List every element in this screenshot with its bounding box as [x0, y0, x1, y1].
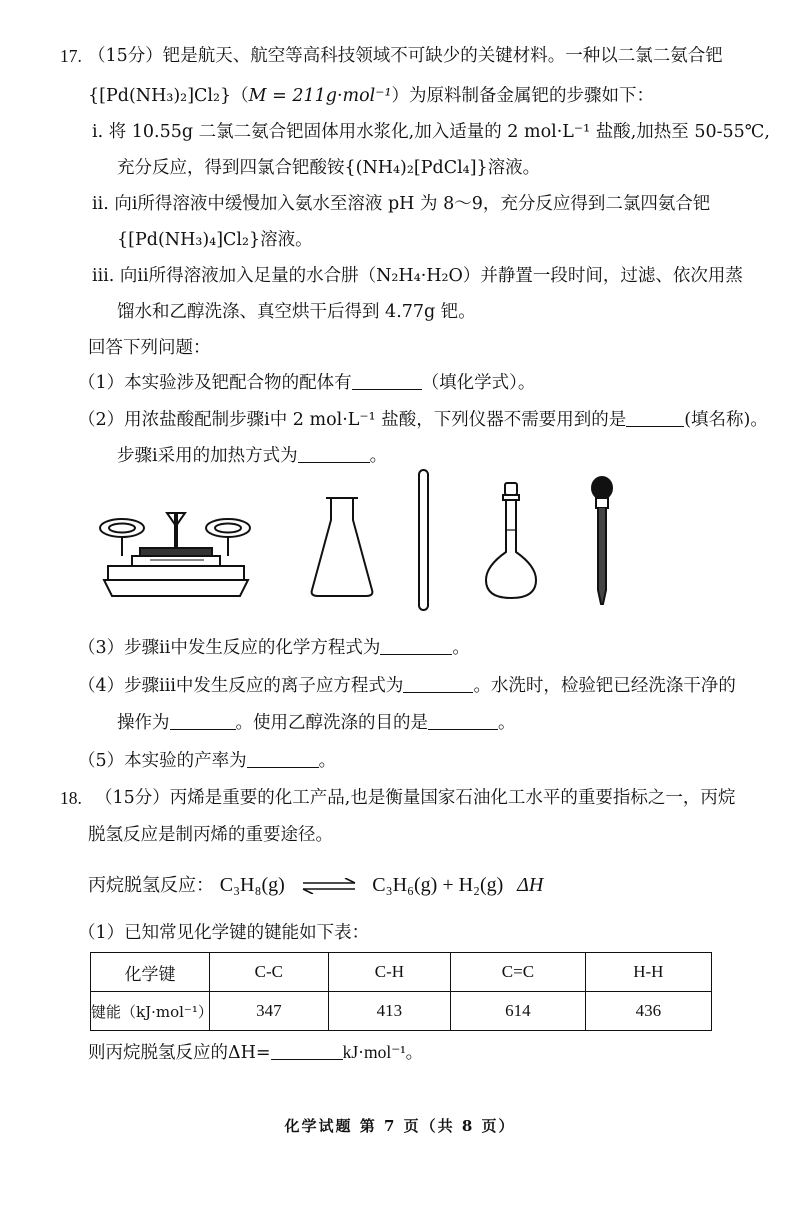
step-3-line-b: 馏水和乙醇洗涤、真空烘干后得到 4.77g 钯。 — [117, 302, 476, 322]
bond-energy-table — [90, 952, 712, 1031]
question-18-line-1: （15分）丙烯是重要的化工产品,也是衡量国家石油化工水平的重要指标之一，丙烷 — [95, 788, 736, 808]
apparatus-illustrations — [0, 455, 800, 615]
step-1-line-a: ⅰ. 将 10.55g 二氯二氨合钯固体用水浆化,加入适量的 2 mol·L⁻¹ 盐酸,加热至 50-55℃, — [92, 122, 770, 142]
sub-4-tail: 。水洗时，检验钯已经洗涤干净的 — [473, 676, 736, 696]
sub-question-3 — [78, 640, 470, 658]
table-header-row — [91, 953, 712, 992]
table-header-cell: C=C — [451, 953, 586, 992]
answer-blank[interactable] — [170, 715, 236, 730]
dropper-illustration — [592, 477, 612, 604]
sub-2-text: （2）用浓盐酸配制步骤ⅰ中 2 mol·L⁻¹ 盐酸，下列仪器不需要用到的是 — [78, 410, 627, 430]
table-cell: 436 — [585, 992, 711, 1031]
question-18-sub-1: （1）已知常见化学键的键能如下表： — [78, 923, 370, 943]
table-header-cell: C-C — [210, 953, 329, 992]
sub-3-text: （3）步骤ⅱ中发生反应的化学方程式为 — [78, 638, 381, 658]
line-2-post: ）为原料制备金属钯的步骤如下： — [391, 86, 655, 106]
step-3-line-a: ⅲ. 向ⅱ所得溶液加入足量的水合肼（N₂H₄·H₂O）并静置一段时间，过滤、依次用蒸 — [92, 266, 743, 286]
sub-5-tail: 。 — [318, 751, 337, 771]
delta-h: ΔH — [517, 874, 544, 896]
answer-prompt: 回答下列问题： — [88, 338, 211, 358]
question-17-line-1: （15分）钯是航天、航空等高科技领域不可缺少的关键材料。一种以二氯二氨合钯 — [88, 46, 723, 66]
sub-3-tail: 。 — [452, 638, 470, 658]
delta-h-answer-line — [88, 1044, 423, 1063]
result-unit: kJ·mol⁻¹。 — [342, 1042, 424, 1062]
sub-4b-tail: 。 — [498, 713, 516, 733]
sub-4b-text: 操作为 — [117, 713, 170, 733]
sub-4b-mid: 。使用乙醇洗涤的目的是 — [235, 713, 428, 733]
step-2-line-a: ⅱ. 向ⅰ所得溶液中缓慢加入氨水至溶液 pH 为 8～9，充分反应得到二氯四氨合钯 — [92, 194, 711, 214]
table-cell: 614 — [451, 992, 586, 1031]
reactant: C₃H₈(g) — [219, 874, 285, 896]
sub-1-tail: （填化学式）。 — [421, 373, 536, 393]
conical-flask-illustration — [312, 498, 373, 596]
table-row-label: 键能（kJ·mol⁻¹） — [91, 992, 210, 1031]
reaction-label: 丙烷脱氢反应： — [88, 875, 214, 896]
answer-blank[interactable] — [428, 715, 498, 730]
sub-5-text: （5）本实验的产率为 — [78, 751, 247, 771]
step-2-line-b: {[Pd(NH₃)₄]Cl₂}溶液。 — [117, 230, 313, 250]
sub-question-2 — [78, 412, 768, 430]
table-header-cell: 化学键 — [91, 953, 210, 992]
equilibrium-arrow-icon — [301, 878, 357, 894]
question-17-number: 17. — [60, 46, 82, 66]
answer-blank[interactable] — [380, 640, 452, 655]
sub-2-tail: (填名称)。 — [684, 410, 768, 430]
result-text: 则丙烷脱氢反应的ΔH= — [88, 1043, 271, 1063]
volumetric-flask-illustration — [486, 483, 536, 598]
sub-question-1 — [78, 375, 535, 393]
sub-4-text: （4）步骤ⅲ中发生反应的离子应方程式为 — [78, 676, 404, 696]
answer-blank[interactable] — [271, 1045, 343, 1060]
sub-question-4 — [78, 678, 736, 696]
step-1-line-b: 充分反应，得到四氯合钯酸铵{(NH₄)₂[PdCl₄]}溶液。 — [117, 158, 541, 178]
balance-illustration — [100, 513, 250, 596]
line-2-pre: {[Pd(NH₃)₂]Cl₂}（ — [88, 86, 249, 106]
table-header-cell: H-H — [585, 953, 711, 992]
page-footer: 化学试题 第 7 页（共 8 页） — [284, 1117, 516, 1135]
question-18-line-2: 脱氢反应是制丙烯的重要途径。 — [88, 825, 333, 845]
answer-blank[interactable] — [352, 375, 422, 390]
answer-blank[interactable] — [626, 412, 684, 427]
answer-blank[interactable] — [403, 678, 473, 693]
sub-question-4-b — [117, 715, 516, 733]
table-row — [91, 992, 712, 1031]
reaction-equation — [88, 875, 543, 895]
table-cell: 347 — [210, 992, 329, 1031]
sub-2b-text: 步骤ⅰ采用的加热方式为 — [117, 446, 298, 466]
table-header-cell: C-H — [328, 953, 450, 992]
question-18-number: 18. — [60, 788, 82, 808]
question-17-line-2 — [88, 88, 654, 106]
sub-2b-tail: 。 — [369, 446, 388, 466]
glass-rod-illustration — [419, 470, 428, 610]
table-cell: 413 — [328, 992, 450, 1031]
products: C₃H₆(g) + H₂(g) — [372, 874, 504, 896]
molar-mass: M = 211g·mol⁻¹ — [248, 86, 392, 106]
sub-1-text: （1）本实验涉及钯配合物的配体有 — [78, 373, 352, 393]
answer-blank[interactable] — [247, 753, 319, 768]
sub-question-5 — [78, 753, 336, 771]
